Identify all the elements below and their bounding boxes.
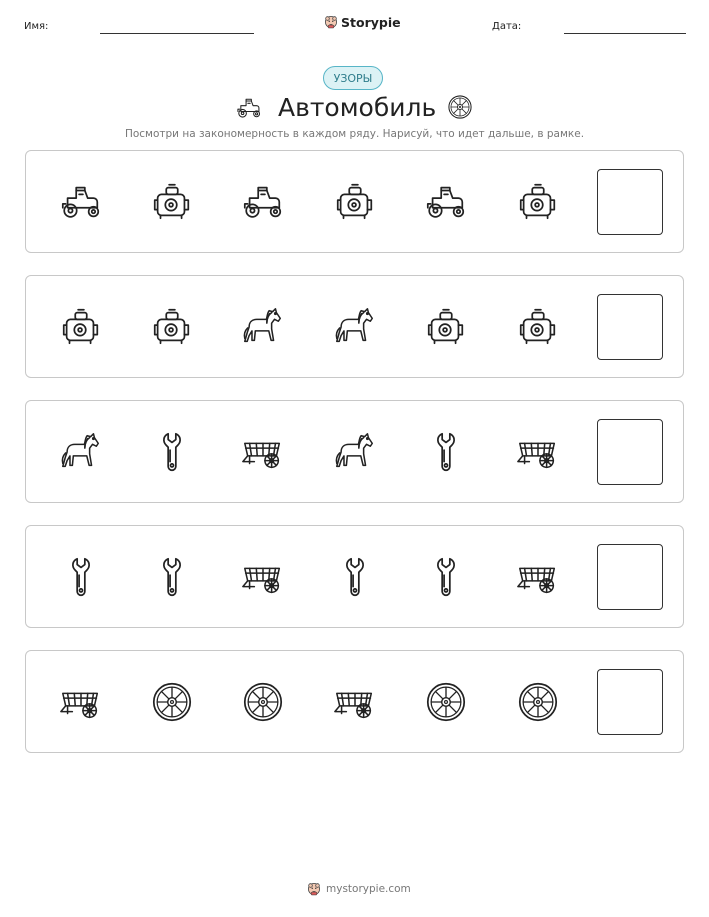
pattern-item bbox=[240, 429, 286, 475]
wheel-icon bbox=[240, 679, 286, 725]
cart-icon bbox=[240, 429, 286, 475]
pattern-item bbox=[515, 179, 561, 225]
name-label: Имя: bbox=[24, 21, 49, 32]
engine-icon bbox=[58, 304, 104, 350]
page-title: Автомобиль bbox=[278, 93, 437, 122]
wrench-icon bbox=[58, 554, 104, 600]
cart-icon bbox=[332, 679, 378, 725]
horse-icon bbox=[332, 304, 378, 350]
engine-icon bbox=[149, 304, 195, 350]
wrench-icon bbox=[332, 554, 378, 600]
pattern-item bbox=[149, 429, 195, 475]
horse-icon bbox=[58, 429, 104, 475]
footer-site: mystorypie.com bbox=[326, 883, 411, 895]
pattern-item bbox=[240, 179, 286, 225]
pattern-item bbox=[240, 554, 286, 600]
title-row bbox=[0, 92, 709, 124]
answer-box[interactable] bbox=[597, 669, 663, 735]
pattern-item bbox=[423, 179, 469, 225]
engine-icon bbox=[332, 179, 378, 225]
pattern-item bbox=[332, 679, 378, 725]
pattern-row bbox=[25, 525, 684, 628]
horse-icon bbox=[332, 429, 378, 475]
tractor-icon bbox=[234, 94, 264, 122]
pattern-item bbox=[58, 679, 104, 725]
category-badge: УЗОРЫ bbox=[323, 66, 383, 90]
wheel-icon bbox=[423, 679, 469, 725]
engine-icon bbox=[515, 179, 561, 225]
wrench-icon bbox=[423, 554, 469, 600]
pattern-item bbox=[423, 554, 469, 600]
footer bbox=[307, 879, 411, 899]
pattern-item bbox=[149, 554, 195, 600]
answer-box[interactable] bbox=[597, 544, 663, 610]
cart-icon bbox=[240, 554, 286, 600]
pattern-item bbox=[149, 179, 195, 225]
answer-box[interactable] bbox=[597, 294, 663, 360]
pattern-item bbox=[58, 554, 104, 600]
pattern-row bbox=[25, 400, 684, 503]
pattern-item bbox=[149, 304, 195, 350]
answer-box[interactable] bbox=[597, 169, 663, 235]
pattern-item bbox=[58, 429, 104, 475]
answer-box[interactable] bbox=[597, 419, 663, 485]
pattern-item bbox=[515, 554, 561, 600]
pattern-item bbox=[332, 304, 378, 350]
pattern-item bbox=[240, 304, 286, 350]
date-line[interactable] bbox=[564, 33, 686, 34]
horse-icon bbox=[240, 304, 286, 350]
pattern-item bbox=[58, 179, 104, 225]
wrench-icon bbox=[149, 554, 195, 600]
engine-icon bbox=[149, 179, 195, 225]
storypie-logo-icon bbox=[307, 881, 321, 897]
cart-icon bbox=[515, 554, 561, 600]
pattern-item bbox=[58, 304, 104, 350]
wrench-icon bbox=[149, 429, 195, 475]
pattern-item bbox=[240, 679, 286, 725]
cart-icon bbox=[58, 679, 104, 725]
tractor-icon bbox=[423, 179, 469, 225]
pattern-item bbox=[423, 429, 469, 475]
pattern-item bbox=[515, 679, 561, 725]
pattern-item bbox=[515, 429, 561, 475]
wheel-icon bbox=[515, 679, 561, 725]
pattern-item bbox=[332, 179, 378, 225]
brand-logo bbox=[324, 13, 401, 31]
pattern-item bbox=[149, 679, 195, 725]
pattern-item bbox=[332, 429, 378, 475]
pattern-row bbox=[25, 275, 684, 378]
pattern-item bbox=[423, 679, 469, 725]
date-label: Дата: bbox=[492, 21, 522, 32]
tractor-icon bbox=[240, 179, 286, 225]
engine-icon bbox=[423, 304, 469, 350]
cart-icon bbox=[515, 429, 561, 475]
engine-icon bbox=[515, 304, 561, 350]
pattern-item bbox=[423, 304, 469, 350]
pattern-row bbox=[25, 150, 684, 253]
name-line[interactable] bbox=[100, 33, 254, 34]
wheel-icon bbox=[149, 679, 195, 725]
pattern-item bbox=[515, 304, 561, 350]
wheel-icon bbox=[446, 93, 474, 121]
pattern-row bbox=[25, 650, 684, 753]
pattern-item bbox=[332, 554, 378, 600]
storypie-logo-icon bbox=[324, 14, 338, 30]
instructions: Посмотри на закономерность в каждом ряду. Нарисуй, что идет дальше, в рамке. bbox=[124, 128, 585, 140]
tractor-icon bbox=[58, 179, 104, 225]
wrench-icon bbox=[423, 429, 469, 475]
brand-name: Storypie bbox=[341, 14, 401, 30]
